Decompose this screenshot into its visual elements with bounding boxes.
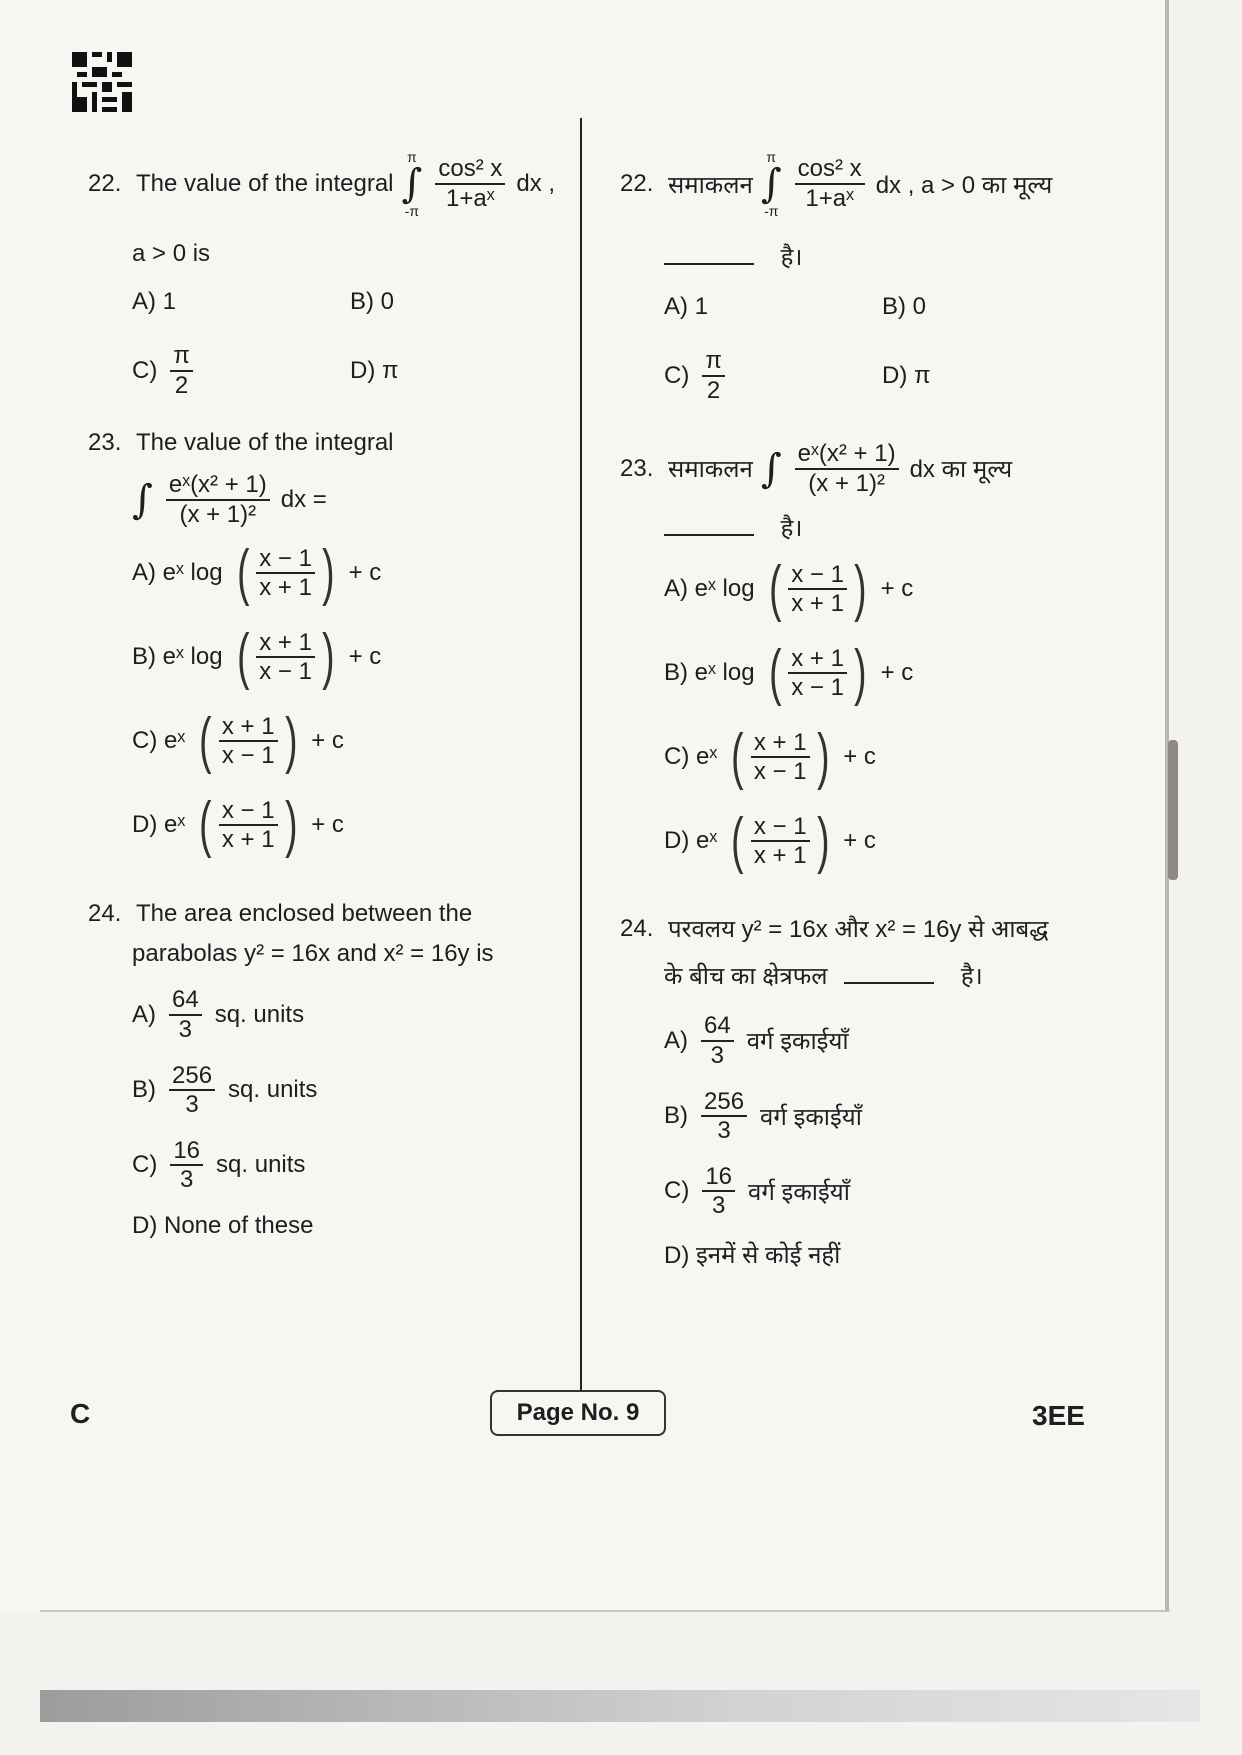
option-b[interactable]: B) 0 — [882, 293, 927, 320]
integral-sign-icon: ∫ — [401, 161, 423, 207]
option-b[interactable]: B) 0 — [350, 288, 395, 315]
parenthesized-fraction — [727, 806, 833, 876]
denominator: 3 — [712, 1192, 726, 1220]
integrand — [795, 440, 899, 497]
right-paren: ) — [284, 790, 298, 860]
denominator: 3 — [180, 1166, 194, 1194]
constant: + c — [311, 811, 344, 839]
option-label: C) — [132, 356, 158, 384]
parenthesized-fraction — [765, 638, 871, 708]
numerator: 16 — [170, 1137, 203, 1167]
question-24-hi — [620, 912, 1100, 1271]
left-paren: ( — [199, 706, 212, 776]
page-bottom-edge — [40, 1610, 1170, 1612]
numerator: x + 1 — [256, 629, 315, 659]
option-d[interactable]: D) π — [882, 361, 931, 389]
denominator: 3 — [178, 1015, 193, 1043]
option-fraction — [702, 1163, 735, 1220]
question-tail: dx का मूल्य — [909, 456, 1013, 484]
numerator: x + 1 — [751, 729, 810, 759]
options — [664, 554, 1100, 876]
english-column — [88, 150, 568, 1240]
integrand-denominator: (x + 1)² — [179, 500, 257, 528]
parenthesized-fraction — [233, 622, 339, 692]
hai-text: है। — [780, 515, 803, 543]
parenthesized-fraction — [195, 706, 301, 776]
parenthesized-fraction — [233, 538, 339, 608]
constant: + c — [880, 575, 914, 603]
integrand-numerator: cos² x — [435, 155, 505, 185]
question-tail: dx = — [280, 485, 327, 513]
right-paren: ) — [322, 622, 335, 692]
option-label: C) eˣ — [664, 743, 718, 771]
lower-limit: -π — [764, 203, 779, 219]
question-text-line1: The area enclosed between the — [136, 900, 473, 928]
right-paren: ) — [816, 722, 830, 792]
question-number: 24. — [620, 914, 654, 942]
integral-sign-icon: ∫ — [132, 476, 153, 523]
unit-label: वर्ग इकाईयाँ — [746, 1028, 849, 1056]
option-b[interactable] — [132, 1062, 568, 1119]
left-paren: ( — [236, 538, 250, 608]
option-label: C) — [664, 1177, 690, 1205]
numerator: x − 1 — [751, 813, 810, 843]
left-paren: ( — [731, 806, 744, 876]
question-tail: dx , — [516, 170, 556, 197]
answer-blank — [844, 982, 934, 984]
left-paren: ( — [199, 790, 212, 860]
denominator: x − 1 — [753, 758, 807, 786]
numerator: 64 — [701, 1012, 734, 1042]
option-b[interactable] — [132, 622, 568, 692]
options — [664, 1012, 1100, 1271]
denominator: x + 1 — [221, 826, 275, 854]
option-c[interactable] — [132, 706, 568, 776]
column-divider — [580, 118, 582, 1418]
unit-label: sq. units — [216, 1151, 306, 1179]
option-label: C) eˣ — [132, 727, 186, 755]
integrand — [795, 155, 865, 212]
question-text-line1: परवलय y² = 16x और x² = 16y से आबद्ध — [668, 916, 1049, 944]
constant: + c — [348, 559, 382, 587]
constant: + c — [348, 643, 382, 671]
left-paren: ( — [768, 638, 782, 708]
scan-shadow — [40, 1690, 1200, 1722]
question-22-hi — [620, 150, 1100, 404]
integrand-denominator: 1+aˣ — [446, 185, 495, 212]
denominator: x − 1 — [259, 658, 312, 686]
integral-sign-icon: ∫ — [760, 161, 782, 207]
denominator: 2 — [706, 376, 721, 404]
series-code: C — [70, 1398, 91, 1429]
option-label: B) — [664, 1102, 688, 1130]
numerator: π — [702, 347, 725, 377]
option-label: D) eˣ — [132, 811, 186, 839]
right-paren: ) — [854, 638, 867, 708]
option-fraction — [219, 797, 278, 854]
integrand-denominator: 1+aˣ — [805, 185, 854, 212]
option-label: B) — [132, 1076, 156, 1104]
right-paren: ) — [816, 806, 830, 876]
option-fraction — [788, 645, 847, 702]
question-text: The value of the integral — [136, 170, 394, 197]
question-number: 23. — [620, 454, 654, 482]
option-label: C) — [132, 1151, 158, 1179]
answer-blank — [664, 534, 754, 536]
option-fraction — [169, 986, 202, 1043]
integrand-numerator: cos² x — [795, 155, 865, 185]
indefinite-integral — [132, 476, 153, 523]
question-24-en — [88, 900, 568, 1240]
option-a[interactable] — [132, 538, 568, 608]
option-fraction — [170, 1137, 203, 1194]
option-c[interactable] — [664, 347, 882, 404]
question-number: 22. — [620, 170, 654, 197]
upper-limit: π — [766, 149, 777, 165]
hindi-column — [620, 150, 1100, 1271]
option-d[interactable]: D) π — [350, 356, 399, 384]
numerator: π — [170, 342, 193, 372]
numerator: 64 — [169, 986, 202, 1016]
integrand — [435, 155, 505, 212]
option-label: A) — [664, 1026, 688, 1054]
denominator: 2 — [174, 371, 189, 399]
right-paren: ) — [284, 706, 298, 776]
option-fraction — [256, 545, 315, 602]
options — [132, 288, 568, 399]
lower-limit: -π — [404, 203, 420, 219]
options — [132, 538, 568, 860]
binding-staple — [1168, 740, 1178, 880]
option-d[interactable]: D) इनमें से कोई नहीं — [664, 1241, 841, 1269]
numerator: 256 — [701, 1088, 747, 1118]
denominator: x + 1 — [259, 574, 312, 602]
option-c[interactable] — [132, 342, 350, 399]
right-paren: ) — [322, 538, 335, 608]
question-number: 23. — [88, 429, 122, 457]
answer-blank-line — [664, 511, 1100, 544]
option-fraction — [169, 1062, 215, 1119]
left-paren: ( — [236, 622, 250, 692]
question-text: समाकलन — [668, 171, 753, 199]
integrand-numerator: eˣ(x² + 1) — [166, 471, 270, 501]
definite-integral — [402, 150, 423, 218]
option-a[interactable]: A) 1 — [664, 293, 709, 320]
option-label: B) eˣ log — [132, 643, 223, 671]
question-text-line2: parabolas y² = 16x and x² = 16y is — [132, 940, 494, 968]
paper-code: 3EE — [1032, 1400, 1085, 1431]
unit-label: वर्ग इकाईयाँ — [760, 1103, 862, 1131]
option-label: B) eˣ log — [664, 659, 755, 687]
option-b[interactable] — [664, 1088, 1100, 1145]
constant: + c — [311, 727, 344, 755]
denominator: x + 1 — [791, 590, 844, 618]
parenthesized-fraction — [765, 554, 871, 624]
options — [132, 986, 568, 1240]
constant: + c — [880, 659, 914, 687]
integrand-denominator: (x + 1)² — [808, 469, 885, 497]
option-fraction — [788, 561, 847, 618]
option-c[interactable] — [664, 1163, 1100, 1220]
page-number: Page No. 9 — [490, 1390, 666, 1436]
numerator: x − 1 — [219, 797, 278, 827]
denominator: 3 — [717, 1117, 731, 1145]
option-label: A) eˣ log — [664, 575, 755, 603]
option-fraction — [701, 1088, 747, 1145]
option-fraction — [170, 342, 193, 399]
integrand-numerator: eˣ(x² + 1) — [795, 440, 899, 470]
question-text-line2 — [664, 959, 1100, 992]
condition-text: a > 0 is — [132, 240, 211, 267]
option-b[interactable] — [664, 638, 1100, 708]
denominator: 3 — [710, 1041, 725, 1069]
integrand — [166, 471, 270, 528]
question-text: के बीच का क्षेत्रफल — [664, 963, 828, 991]
option-d[interactable]: D) None of these — [132, 1211, 314, 1239]
unit-label: sq. units — [214, 1000, 305, 1028]
denominator: x + 1 — [753, 842, 807, 870]
question-22-en — [88, 150, 568, 399]
answer-blank — [664, 263, 754, 265]
option-label: D) eˣ — [664, 827, 718, 855]
question-23-hi — [620, 440, 1100, 876]
numerator: 256 — [169, 1062, 215, 1092]
option-fraction — [751, 813, 810, 870]
unit-label: sq. units — [228, 1076, 318, 1104]
indefinite-integral — [760, 445, 782, 492]
answer-blank-line — [664, 240, 1100, 273]
option-fraction — [701, 1012, 734, 1069]
option-fraction — [751, 729, 810, 786]
unit-label: वर्ग इकाईयाँ — [748, 1178, 850, 1206]
option-c[interactable] — [132, 1137, 568, 1194]
integral-sign-icon: ∫ — [760, 445, 782, 492]
option-a[interactable] — [132, 986, 568, 1043]
qr-code-icon — [72, 52, 132, 112]
question-tail: dx , a > 0 का मूल्य — [875, 171, 1053, 199]
numerator: x + 1 — [219, 713, 278, 743]
definite-integral — [761, 150, 782, 218]
upper-limit: π — [407, 149, 417, 165]
parenthesized-fraction — [195, 790, 301, 860]
option-label: C) — [664, 361, 690, 389]
hai-text: है। — [960, 963, 983, 991]
option-a[interactable]: A) 1 — [132, 288, 177, 315]
question-text: The value of the integral — [136, 429, 394, 457]
numerator: 16 — [702, 1163, 735, 1193]
option-label: A) — [132, 1000, 156, 1028]
hai-text: है। — [780, 244, 803, 271]
question-23-en — [88, 429, 568, 860]
option-label: A) eˣ log — [132, 559, 223, 587]
options — [664, 293, 1100, 404]
question-text: समाकलन — [668, 456, 753, 484]
option-fraction — [256, 629, 315, 686]
option-fraction — [702, 347, 725, 404]
denominator: x − 1 — [791, 674, 844, 702]
numerator: x − 1 — [256, 545, 315, 575]
numerator: x + 1 — [788, 645, 847, 675]
left-paren: ( — [768, 554, 782, 624]
option-fraction — [219, 713, 278, 770]
left-paren: ( — [731, 722, 744, 792]
option-c[interactable] — [664, 722, 1100, 792]
parenthesized-fraction — [727, 722, 833, 792]
numerator: x − 1 — [788, 561, 847, 591]
option-d[interactable] — [132, 790, 568, 860]
option-a[interactable] — [664, 1012, 1100, 1069]
question-number: 24. — [88, 900, 122, 928]
constant: + c — [843, 743, 876, 771]
right-paren: ) — [854, 554, 867, 624]
question-number: 22. — [88, 170, 122, 197]
option-a[interactable] — [664, 554, 1100, 624]
denominator: 3 — [185, 1091, 199, 1119]
constant: + c — [843, 827, 876, 855]
option-d[interactable] — [664, 806, 1100, 876]
denominator: x − 1 — [221, 742, 275, 770]
